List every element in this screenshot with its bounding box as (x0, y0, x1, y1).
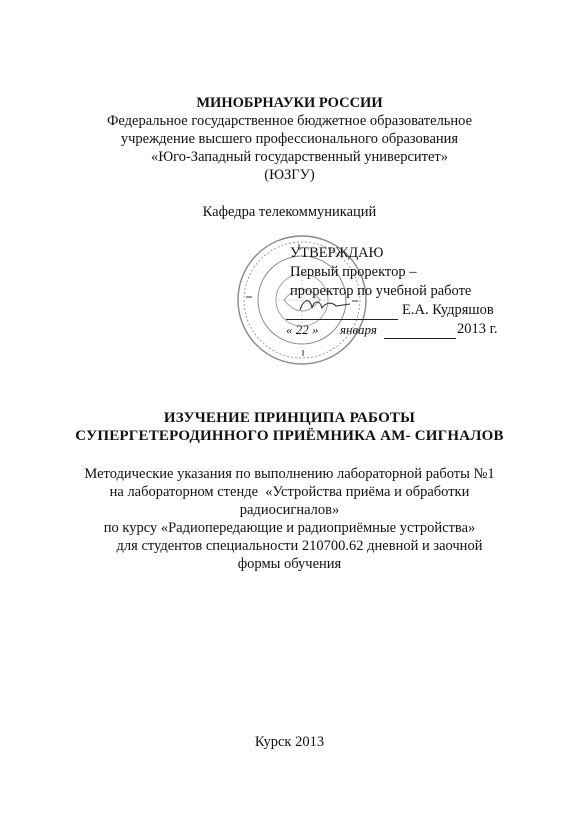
org-line-2: учреждение высшего профессионального образования (120, 131, 459, 147)
org-short-name: (ЮЗГУ) (264, 167, 315, 183)
org-line-1: Федеральное государственное бюджетное образовательное (106, 113, 473, 129)
approve-label: УТВЕРЖДАЮ (290, 245, 384, 261)
approval-date-month: января (340, 322, 377, 337)
ministry-heading: МИНОБРНАУКИ РОССИИ (196, 95, 383, 111)
city-year: Курск 2013 (254, 734, 325, 750)
description-line-3: радиосигналов» (239, 502, 340, 518)
description-line-2: на лабораторном стенде «Устройства приёма и обработки (109, 484, 470, 500)
description-line-4: по курсу «Радиопередающие и радиоприёмные устройства» (103, 520, 476, 536)
description-line-6: формы обучения (237, 556, 342, 572)
date-underline (384, 321, 456, 339)
document-title-line-1: ИЗУЧЕНИЕ ПРИНЦИПА РАБОТЫ (163, 410, 416, 426)
approval-date-year: 2013 г. (457, 321, 498, 337)
description-line-5: для студентов специальности 210700.62 дневной и заочной (116, 538, 483, 554)
document-title-line-2: СУПЕРГЕТЕРОДИННОГО ПРИЁМНИКА АМ- СИГНАЛОВ (75, 428, 504, 444)
approver-position-1: Первый проректор – (290, 264, 417, 280)
department-name: Кафедра телекоммуникаций (202, 204, 377, 220)
handwritten-signature-icon (296, 296, 356, 314)
org-line-3: «Юго-Западный государственный университет» (150, 149, 449, 165)
approver-position-2: проректор по учебной работе (290, 283, 472, 299)
approval-date-day: « 22 » (286, 322, 319, 337)
description-line-1: Методические указания по выполнению лабораторной работы №1 (84, 466, 495, 482)
approver-name: Е.А. Кудряшов (402, 302, 494, 318)
